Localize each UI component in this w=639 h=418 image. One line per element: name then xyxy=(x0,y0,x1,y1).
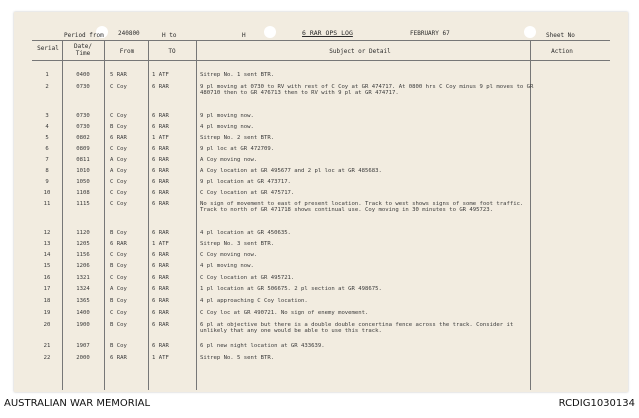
to-cell: 6 RAR xyxy=(152,310,169,316)
from-cell: 6 RAR xyxy=(110,355,127,361)
from-cell: A Coy xyxy=(110,168,127,174)
subject-cell: 9 pl location at GR 473717. xyxy=(200,179,291,185)
serial-cell: 18 xyxy=(43,298,51,304)
subject-cell: C Coy moving now. xyxy=(200,252,258,258)
serial-cell: 9 xyxy=(45,179,49,185)
table-row xyxy=(14,84,628,94)
subject-cell: 4 pl location at GR 450635. xyxy=(200,230,291,236)
time-cell: 1400 xyxy=(76,310,90,316)
subject-cell: Sitrep No. 2 sent BTR. xyxy=(200,135,275,141)
subject-cell: 1 pl location at GR 506675. 2 pl section at GR 498675. xyxy=(200,286,382,292)
subject-cell: Sitrep No. 1 sent BTR. xyxy=(200,72,275,78)
subject-cell: C Coy loc at GR 490721. No sign of enemy movement. xyxy=(200,310,369,316)
column-rule xyxy=(32,60,610,61)
time-cell: 1324 xyxy=(76,286,90,292)
subject-cell: 6 pl at objective but there is a double double concertina fence across the track. Consider it unlikely that any one would be able to use this track. xyxy=(200,322,514,334)
table-row xyxy=(14,179,628,189)
time-cell: 1321 xyxy=(76,275,90,281)
to-cell: 6 RAR xyxy=(152,263,169,269)
from-cell: B Coy xyxy=(110,263,127,269)
subject-cell: C Coy location at GR 475717. xyxy=(200,190,295,196)
col-serial: Serial xyxy=(37,45,59,52)
to-cell: 6 RAR xyxy=(152,84,169,90)
to-cell: 6 RAR xyxy=(152,298,169,304)
month-label: FEBRUARY 67 xyxy=(410,30,450,37)
from-cell: 6 RAR xyxy=(110,241,127,247)
serial-cell: 3 xyxy=(45,113,49,119)
table-row xyxy=(14,343,628,353)
serial-cell: 5 xyxy=(45,135,49,141)
col-to: TO xyxy=(168,48,176,55)
period-value: 240800 xyxy=(118,30,140,37)
table-row xyxy=(14,230,628,240)
time-cell: 1108 xyxy=(76,190,90,196)
from-cell: C Coy xyxy=(110,201,127,207)
from-cell: B Coy xyxy=(110,343,127,349)
log-sheet xyxy=(14,12,628,392)
serial-cell: 13 xyxy=(43,241,51,247)
to-cell: 6 RAR xyxy=(152,190,169,196)
table-row xyxy=(14,168,628,178)
time-cell: 1900 xyxy=(76,322,90,328)
h-label: H xyxy=(242,32,246,39)
from-cell: C Coy xyxy=(110,275,127,281)
subject-cell: 4 pl approaching C Coy location. xyxy=(200,298,308,304)
table-row xyxy=(14,286,628,296)
serial-cell: 17 xyxy=(43,286,51,292)
time-cell: 0802 xyxy=(76,135,90,141)
time-cell: 0730 xyxy=(76,124,90,130)
to-cell: 6 RAR xyxy=(152,124,169,130)
table-row xyxy=(14,201,628,211)
table-row xyxy=(14,72,628,82)
serial-cell: 6 xyxy=(45,146,49,152)
punch-hole xyxy=(264,26,276,38)
from-cell: A Coy xyxy=(110,157,127,163)
from-cell: C Coy xyxy=(110,179,127,185)
from-cell: B Coy xyxy=(110,322,127,328)
from-cell: B Coy xyxy=(110,124,127,130)
serial-cell: 11 xyxy=(43,201,51,207)
serial-cell: 14 xyxy=(43,252,51,258)
time-cell: 1907 xyxy=(76,343,90,349)
to-cell: 6 RAR xyxy=(152,322,169,328)
h-to-label: H to xyxy=(162,32,177,39)
from-cell: B Coy xyxy=(110,298,127,304)
time-cell: 0730 xyxy=(76,113,90,119)
table-row xyxy=(14,241,628,251)
to-cell: 1 ATF xyxy=(152,241,169,247)
serial-cell: 16 xyxy=(43,275,51,281)
table-row xyxy=(14,310,628,320)
time-cell: 1365 xyxy=(76,298,90,304)
table-row xyxy=(14,146,628,156)
serial-cell: 22 xyxy=(43,355,51,361)
from-cell: C Coy xyxy=(110,146,127,152)
table-row xyxy=(14,113,628,123)
col-from: From xyxy=(119,48,135,55)
serial-cell: 2 xyxy=(45,84,49,90)
to-cell: 6 RAR xyxy=(152,230,169,236)
to-cell: 6 RAR xyxy=(152,113,169,119)
table-row xyxy=(14,124,628,134)
serial-cell: 8 xyxy=(45,168,49,174)
serial-cell: 20 xyxy=(43,322,51,328)
subject-cell: A Coy location at GR 495677 and 2 pl loc at GR 485683. xyxy=(200,168,382,174)
table-row xyxy=(14,275,628,285)
serial-cell: 15 xyxy=(43,263,51,269)
footer-id: RCDIG1030134 xyxy=(558,398,635,409)
to-cell: 6 RAR xyxy=(152,286,169,292)
header-rule xyxy=(32,40,610,41)
col-action: Action xyxy=(551,48,573,55)
subject-cell: 6 pl new night location at GR 433639. xyxy=(200,343,325,349)
table-row xyxy=(14,298,628,308)
from-cell: C Coy xyxy=(110,310,127,316)
time-cell: 0730 xyxy=(76,84,90,90)
time-cell: 0400 xyxy=(76,72,90,78)
from-cell: C Coy xyxy=(110,190,127,196)
serial-cell: 10 xyxy=(43,190,51,196)
serial-cell: 1 xyxy=(45,72,49,78)
time-cell: 1010 xyxy=(76,168,90,174)
serial-cell: 21 xyxy=(43,343,51,349)
to-cell: 6 RAR xyxy=(152,146,169,152)
subject-cell: 9 pl moving now. xyxy=(200,113,254,119)
period-label: Period from xyxy=(64,32,104,39)
to-cell: 6 RAR xyxy=(152,343,169,349)
time-cell: 0809 xyxy=(76,146,90,152)
subject-cell: Sitrep No. 3 sent BTR. xyxy=(200,241,275,247)
time-cell: 1120 xyxy=(76,230,90,236)
subject-cell: 4 pl moving now. xyxy=(200,124,254,130)
from-cell: A Coy xyxy=(110,286,127,292)
serial-cell: 4 xyxy=(45,124,49,130)
to-cell: 6 RAR xyxy=(152,179,169,185)
serial-cell: 7 xyxy=(45,157,49,163)
subject-cell: C Coy location at GR 495721. xyxy=(200,275,295,281)
to-cell: 1 ATF xyxy=(152,135,169,141)
page-title: 6 RAR OPS LOG xyxy=(302,29,353,37)
table-row xyxy=(14,157,628,167)
subject-cell: Sitrep No. 5 sent BTR. xyxy=(200,355,275,361)
from-cell: 5 RAR xyxy=(110,72,127,78)
to-cell: 6 RAR xyxy=(152,157,169,163)
time-cell: 1206 xyxy=(76,263,90,269)
table-row xyxy=(14,355,628,365)
table-row xyxy=(14,263,628,273)
time-cell: 1115 xyxy=(76,201,90,207)
time-cell: 1050 xyxy=(76,179,90,185)
to-cell: 6 RAR xyxy=(152,201,169,207)
subject-cell: 9 pl moving at 0730 to RV with rest of C Coy at GR 474717. At 0800 hrs C Coy minus 9 pl moves to GR 480710 then to GR 476713 then to RV with 9 pl at GR 474717. xyxy=(200,84,534,96)
from-cell: C Coy xyxy=(110,84,127,90)
time-cell: 1156 xyxy=(76,252,90,258)
footer-source: AUSTRALIAN WAR MEMORIAL xyxy=(4,398,151,409)
col-date-time: Date/ Time xyxy=(73,43,93,57)
time-cell: 0811 xyxy=(76,157,90,163)
subject-cell: No sign of movement to east of present location. Track to west shows signs of some foot traffic. Track to north of GR 471718 shows continual use. Coy moving in 30 minutes to GR 495723. xyxy=(200,201,524,213)
subject-cell: 9 pl loc at GR 472709. xyxy=(200,146,275,152)
to-cell: 6 RAR xyxy=(152,168,169,174)
time-cell: 2000 xyxy=(76,355,90,361)
serial-cell: 12 xyxy=(43,230,51,236)
col-subject: Subject or Detail xyxy=(329,48,391,55)
from-cell: B Coy xyxy=(110,230,127,236)
serial-cell: 19 xyxy=(43,310,51,316)
table-row xyxy=(14,190,628,200)
time-cell: 1205 xyxy=(76,241,90,247)
table-row xyxy=(14,322,628,332)
table-row xyxy=(14,135,628,145)
subject-cell: A Coy moving now. xyxy=(200,157,258,163)
from-cell: C Coy xyxy=(110,113,127,119)
to-cell: 1 ATF xyxy=(152,72,169,78)
subject-cell: 4 pl moving now. xyxy=(200,263,254,269)
to-cell: 6 RAR xyxy=(152,252,169,258)
sheet-label: Sheet No xyxy=(546,32,575,39)
from-cell: C Coy xyxy=(110,252,127,258)
to-cell: 6 RAR xyxy=(152,275,169,281)
punch-hole xyxy=(524,26,536,38)
from-cell: 6 RAR xyxy=(110,135,127,141)
to-cell: 1 ATF xyxy=(152,355,169,361)
table-row xyxy=(14,252,628,262)
